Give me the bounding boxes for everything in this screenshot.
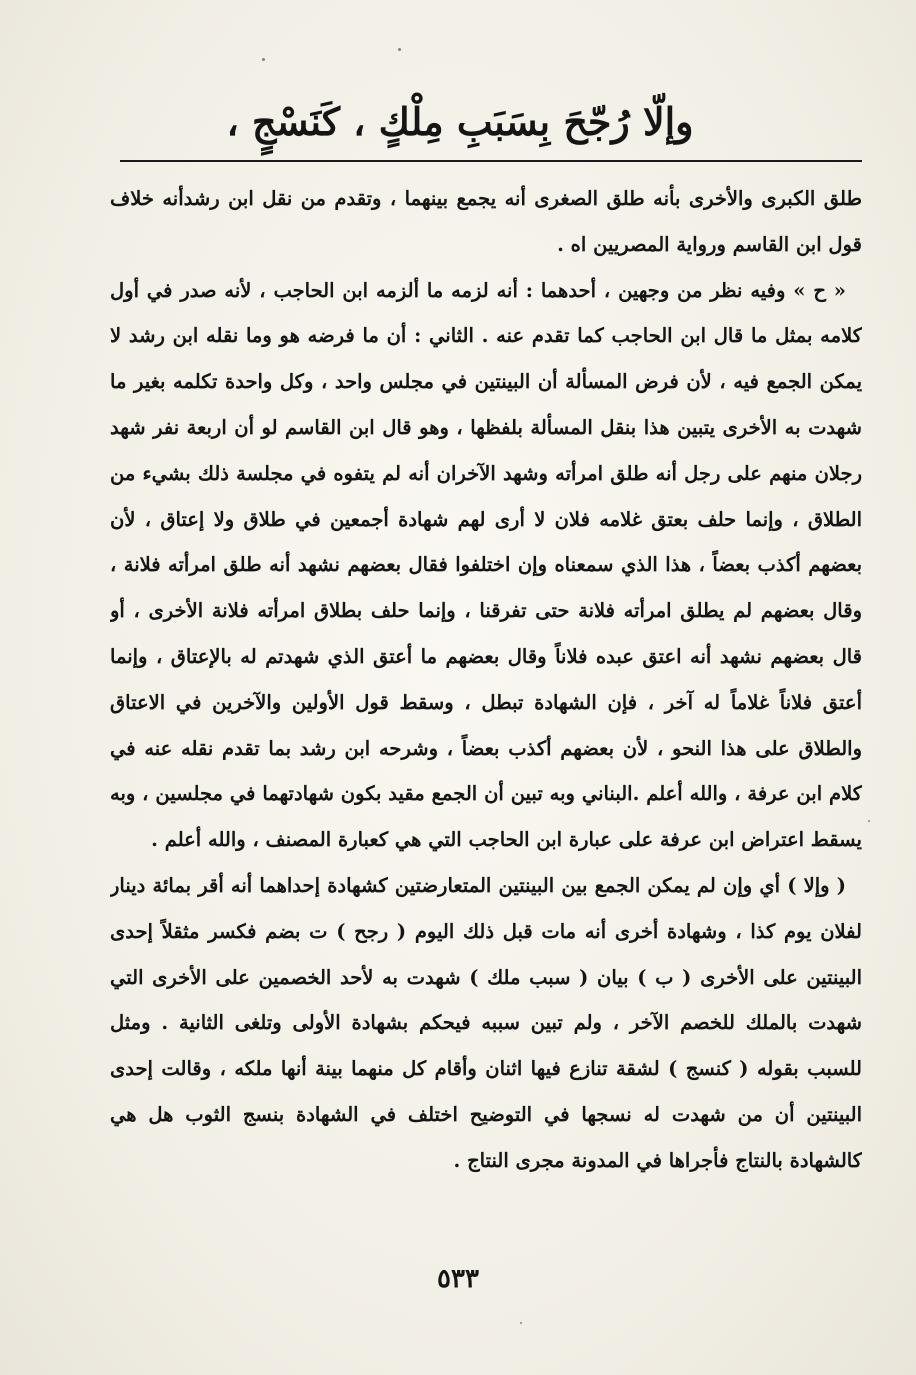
page-number: ٥٣٣	[437, 1264, 479, 1294]
paragraph-3: ( وإلا ) أي وإن لم يمكن الجمع بين البينتين المتعارضتين كشهادة إحداهما أنه أقر بمائة دينار لفلان يوم كذا ، وشهادة أخرى أنه مات قبل ذلك اليوم ( رجح ) ت بضم فكسر مثقلاً إحدى البينتين على الأخرى ( ب ) بيان ( سبب ملك ) شهدت به لأحد الخصمين على الأخرى التي شهدت بالملك للخصم الآخر ، ولم تبين سببه فيحكم بشهادة الأولى وتلغى الثانية . ومثل للسبب بقوله ( كنسج ) لشقة تنازع فيها اثنان وأقام كل منهما بينة أنها ملكه ، وقالت إحدى البينتين أن من شهدت له نسجها في التوضيح اختلف في الشهادة بنسج الثوب هل هي كالشهادة بالنتاج فأجراها في المدونة مجرى النتاج .	[110, 873, 862, 1172]
scan-speck	[262, 58, 265, 61]
scan-speck	[520, 1322, 522, 1324]
header-divider	[120, 160, 862, 162]
paragraph-2: « ح » وفيه نظر من وجهين ، أحدهما : أنه لزمه ما ألزمه ابن الحاجب ، لأنه صدر في أول كلامه بمثل ما قال ابن الحاجب كما تقدم عنه . الثاني : أن ما فرضه هو وما نقله ابن رشد لا يمكن الجمع فيه ، لأن فرض المسألة أن البينتين في مجلس واحد ، وكل واحدة تكلمه بغير ما شهدت به الأخرى يتبين هذا بنقل المسألة بلفظها ، وهو قال ابن القاسم لو أن اربعة نفر شهد رجلان منهم على رجل أنه طلق امرأته وشهد الآخران أنه لم يتفوه في مجلسة ذلك بشيء من الطلاق ، وإنما حلف بعتق غلامه فلان لا أرى لهم شهادة أجمعين في طلاق ولا إعتاق ، لأن بعضهم أكذب بعضاً ، هذا الذي سمعناه وإن اختلفوا فقال بعضهم نشهد أنه طلق امرأته فلانة ، وقال بعضهم لم يطلق امرأته فلانة حتى تفرقنا ، وإنما حلف بطلاق امرأته فلانة الأخرى ، أو قال بعضهم نشهد أنه اعتق عبده فلاناً وقال بعضهم ما أعتق الذي شهدتم له بالإعتاق ، وإنما أعتق فلاناً غلاماً له آخر ، فإن الشهادة تبطل ، وسقط قول الأولين والآخرين في الاعتاق والطلاق على هذا النحو ، لأن بعضهم أكذب بعضاً ، وشرحه ابن رشد بما تقدم نقله عنه في كلام ابن عرفة ، والله أعلم .البناني وبه تبين أن الجمع مقيد بكون شهادتهما في مجلسين ، وبه يسقط اعتراض ابن عرفة على عبارة ابن الحاجب التي هي كعبارة المصنف ، والله أعلم .	[110, 278, 862, 852]
scan-speck	[868, 820, 870, 822]
scan-speck	[398, 48, 401, 51]
main-text	[110, 176, 862, 1256]
paragraph-1: طلق الكبرى والأخرى بأنه طلق الصغرى أنه يجمع بينهما ، وتقدم من نقل ابن رشدأنه خلاف قول ابن القاسم ورواية المصريين اه .	[110, 187, 862, 256]
page-title: وإلّا رُجّحَ بِسَبَبِ مِلْكٍ ، كَنَسْجٍ ،	[226, 99, 694, 144]
